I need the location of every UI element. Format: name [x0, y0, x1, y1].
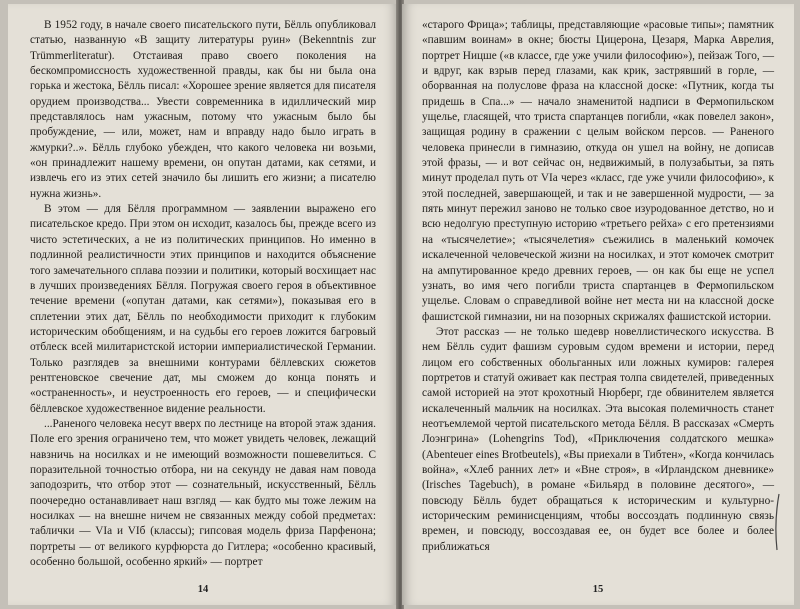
page-number: 14 — [197, 584, 209, 595]
paragraph: ...Раненого человека несут вверх по лестнице на второй этаж здания. Поле его зрения ограничено тем, что может увидеть человек, лежащий навзничь на носилках и не имеющий возможности пошевелиться. С поразительной точностью отбора, ни на секунду не давая нам повода заподозрить, что отбор этот — сознательный, искусственный, Бёлль поочередно останавливает наш взгляд — как будто мы тоже лежим на носилках — на внешне ничем не связанных между собой предметах: таблички — VIa и VIб (классы); гипсовая модель фриза Парфенона; портреты — от великого курфюрста до Гитлера; «особенно красивый, особенно большой, особенно яркий» — портрет — [30, 417, 376, 569]
paragraph: «старого Фрица»; таблицы, представляющие «расовые типы»; памятник «павшим воинам» в окне; бюсты Цицерона, Цезаря, Марка Аврелия, портрет Ницше («в классе, где уже учили философию»), пейзаж Того, — и вдруг, как взрыв перед глазами, как крик, застрявший в горле, — оборванная на полуслове фраза на классной доске: «Путник, когда ты придешь в Спа...» — начало знаменитой надписи в Фермопильском ущелье, гласящей, что триста спартанцев погибли, «как повелел закон», защищая родину в сражении с целым войском персов. — Раненого человека принесли в гимназию, откуда он ушел на войну, не дописав этой фразы, — и вот сейчас он, недвижимый, в полузабытьи, за пять минут проделал путь от VIa через «класс, где уже учили философию», к этой последней, завершающей, и так и не завершенной мудрости, — за пять минут пережил заново не только свое изуродованное детство, но и всю недолгую преступную историю «третьего рейха» с его претензиями на «тысячелетие»; «тысячелетия» съежились в маленький комочек искалеченной человеческой жизни на носилках, и этот комочек смотрит на ампутированное кредо древних героев, — он как бы еще не успел узнать, во имя чего погибли триста спартанцев в Фермопильском ущелье. Словам о справедливой войне нет места ни на классной доске фашистской гимназии, ни на позорных скрижалях фашистской истории. — [422, 19, 774, 323]
right-page — [402, 4, 794, 605]
left-page — [8, 4, 398, 605]
left-page-text — [30, 18, 376, 570]
paragraph: В этом — для Бёлля программном — заявлении выражено его писательское кредо. При этом он исходит, казалось бы, прежде всего из чисто эстетических, а не из политических принципов. Но именно в подлинной реалистичности этих принципов и находится объяснение того замечательного сплава поэзии и политики, который восхищает нас в лучших произведениях Бёлля. Погружая своего героя в объективное течение времени («опутан датами, как сетями»), показывая его в сплетении этих дат, Бёлль по необходимости приходит к глубоким историческим обобщениям, и на судьбы его героев ложится багровый отблеск всей милитаристской истории империалистической Германии. Только разглядев за внешними контурами бёллевских сюжетов рентгеновское свечение дат, мы сможем до конца понять и «остраненность», и неустроенность его героев, — и специфически бёллевское художественное видение реальности. — [30, 203, 376, 415]
paragraph: В 1952 году, в начале своего писательского пути, Бёлль опубликовал статью, названную «В защиту литературы руин» (Bekenntnis zur Trümmerliteratur). Отстаивая право своего поколения на бескомпромиссность художественной правды, как бы ни была она горька и жестока, Бёлль писал: «Хорошее зрение является для писателя орудием производства... Увести современника в идиллический мир представлялось нам ужасным, потому что ужасным было бы пробуждение, — или, может, нам и вправду надо было играть в жмурки?..». Бёлль глубоко убежден, что какого человека ни возьми, «он принадлежит нашему времени, он опутан датами, как сетями, и извлечь его из этих сетей значило бы лишить его жизни; а писателю нужна жизнь». — [30, 19, 376, 200]
page-number: 15 — [592, 584, 604, 595]
right-page-text — [422, 18, 774, 555]
pencil-margin-mark — [770, 492, 784, 552]
paragraph: Этот рассказ — не только шедевр новеллистического искусства. В нем Бёлль судит фашизм суровым судом времени и истории, перед лицом его собственных обольганных или ложных кумиров: галерея портретов и статуй оживает как пестрая толпа свидетелей, приведенных самой историей на этот крохотный Нюрберг, где обвинителем является искалеченный мальчик на носилках. Эта высокая полемичность станет неотъемлемой чертой писательского метода Бёлля. В рассказах «Смерть Лоэнгрина» (Lohengrins Tod), «Приключения солдатского мешка» (Abenteuer eines Brotbeutels), «Вы приехали в Тибтен», «Когда кончилась война», «Хлеб ранних лет» и «Вне строя», в «Ирландском дневнике» (Irisches Tagebuch), в романе «Бильярд в половине десятого», — повсюду Бёлль будет обращаться к историческим и культурно-историческим реминисценциям, чтобы воссоздать подлинную связь времен, и повсюду, воссоздавая ее, он будет все более и более приближаться — [422, 325, 774, 553]
